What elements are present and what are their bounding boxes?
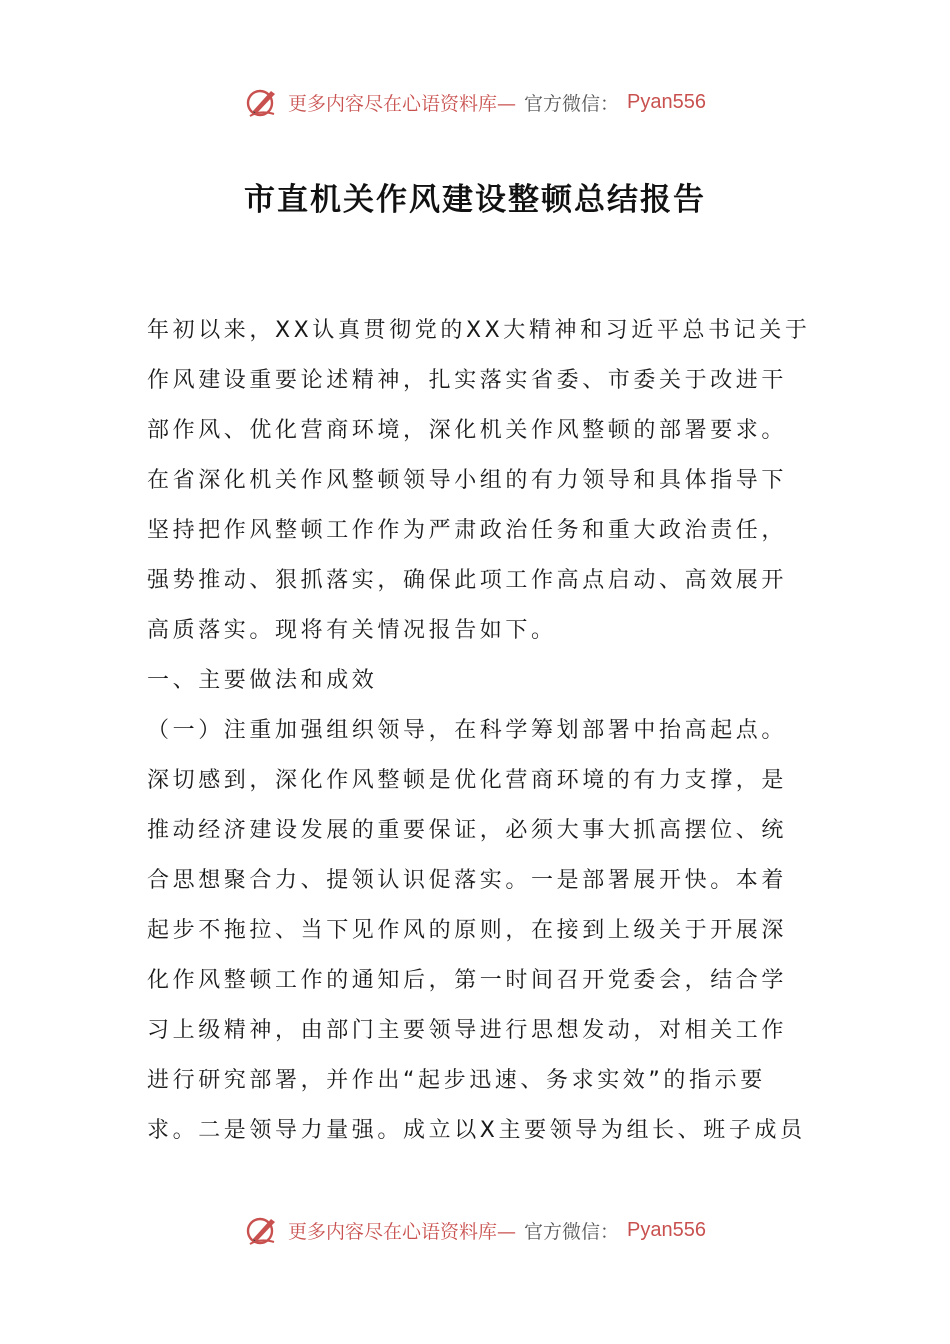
body-line: 化作风整顿工作的通知后，第一时间召开党委会，结合学 <box>147 968 788 993</box>
watermark-text: 更多内容尽在心语资料库— <box>288 1220 517 1243</box>
body-line: 年初以来，XX认真贯彻党的XX大精神和习近平总书记关于 <box>147 318 811 343</box>
body-line: 求。二是领导力量强。成立以X主要领导为组长、班子成员 <box>147 1118 806 1143</box>
watermark-footer <box>0 1212 950 1248</box>
watermark-wechat-id: Pyan556 <box>627 1218 706 1241</box>
subsection-heading: （一）注重加强组织领导，在科学筹划部署中抬高起点。 <box>147 718 788 743</box>
body-line: 部作风、优化营商环境，深化机关作风整顿的部署要求。 <box>147 418 788 443</box>
body-line: 强势推动、狠抓落实，确保此项工作高点启动、高效展开 <box>147 568 788 593</box>
body-line: 坚持把作风整顿工作作为严肃政治任务和重大政治责任， <box>147 518 788 543</box>
body-line: 进行研究部署，并作出“起步迅速、务求实效”的指示要 <box>147 1068 766 1093</box>
watermark-wechat-label: 官方微信： <box>524 1220 620 1243</box>
body-line: 深切感到，深化作风整顿是优化营商环境的有力支撑，是 <box>147 768 788 793</box>
body-line: 作风建设重要论述精神，扎实落实省委、市委关于改进干 <box>147 368 788 393</box>
body-line: 高质落实。现将有关情况报告如下。 <box>147 618 557 643</box>
body-line: 推动经济建设发展的重要保证，必须大事大抓高摆位、统 <box>147 818 788 843</box>
pen-logo-icon <box>244 1212 280 1248</box>
body-line: 合思想聚合力、提领认识促落实。一是部署展开快。本着 <box>147 868 788 893</box>
section-heading: 一、主要做法和成效 <box>147 668 378 693</box>
body-line: 起步不拖拉、当下见作风的原则，在接到上级关于开展深 <box>147 918 788 943</box>
document-title: 市直机关作风建设整顿总结报告 <box>244 182 706 218</box>
watermark-header <box>0 84 950 120</box>
watermark-wechat-id: Pyan556 <box>627 90 706 113</box>
watermark-wechat-label: 官方微信： <box>524 92 620 115</box>
body-line: 在省深化机关作风整顿领导小组的有力领导和具体指导下 <box>147 468 788 493</box>
pen-logo-icon <box>244 84 280 120</box>
body-line: 习上级精神，由部门主要领导进行思想发动，对相关工作 <box>147 1018 788 1043</box>
document-body <box>147 306 811 1156</box>
watermark-text: 更多内容尽在心语资料库— <box>288 92 517 115</box>
